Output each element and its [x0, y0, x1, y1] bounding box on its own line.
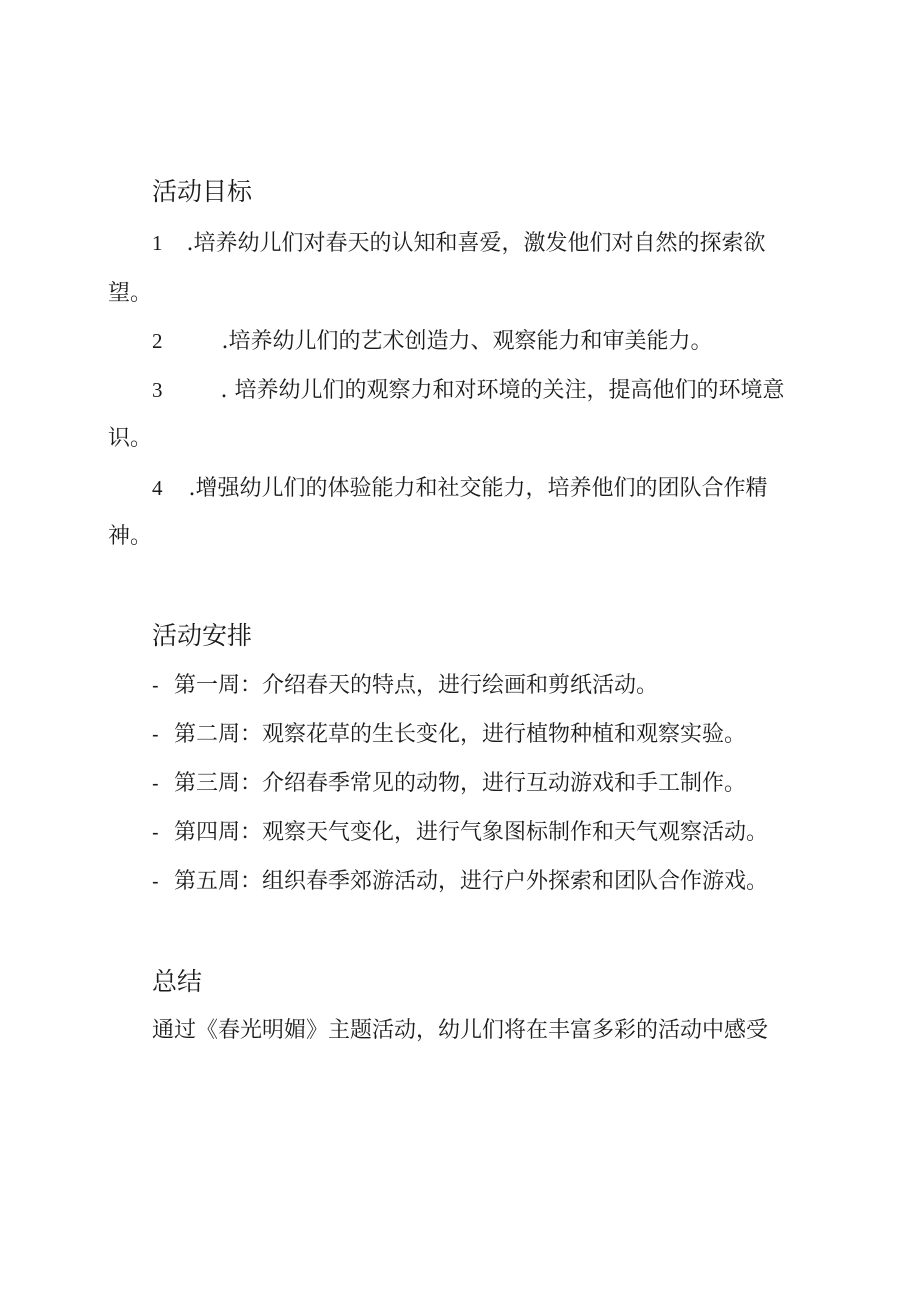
- section-heading-summary: 总结: [152, 967, 203, 996]
- bullet-dash: -: [152, 675, 159, 697]
- bullet-dash: -: [152, 773, 159, 795]
- goal-item-4: [152, 473, 768, 504]
- goal-number: 2: [152, 329, 163, 353]
- summary-paragraph: 通过《春光明媚》主题活动，幼儿们将在丰富多彩的活动中感受: [152, 1018, 769, 1043]
- goal-text: .增强幼儿们的体验能力和社交能力，培养他们的团队合作精: [188, 476, 768, 501]
- goal-number: 4: [152, 476, 163, 500]
- goal-number: 3: [152, 378, 163, 402]
- schedule-item-2: [152, 720, 746, 750]
- schedule-item-5: [152, 867, 768, 897]
- bullet-dash: -: [152, 724, 159, 746]
- goal-item-1: [152, 228, 766, 259]
- bullet-dash: -: [152, 871, 159, 893]
- goal-item-3-continuation: 识。: [108, 426, 153, 451]
- section-heading-schedule: 活动安排: [152, 621, 253, 650]
- bullet-dash: -: [152, 822, 159, 844]
- goal-item-4-continuation: 神。: [108, 524, 153, 549]
- schedule-text: 第五周：组织春季郊游活动，进行户外探索和团队合作游戏。: [174, 869, 769, 894]
- goal-item-2: [152, 326, 713, 357]
- schedule-item-4: [152, 818, 768, 848]
- goal-number: 1: [152, 231, 163, 255]
- goal-item-3: [152, 375, 785, 406]
- goal-item-1-continuation: 望。: [108, 281, 153, 306]
- schedule-text: 第四周：观察天气变化，进行气象图标制作和天气观察活动。: [174, 820, 769, 845]
- goal-text: .培养幼儿们的艺术创造力、观察能力和审美能力。: [221, 329, 713, 354]
- schedule-item-3: [152, 769, 746, 799]
- schedule-text: 第三周：介绍春季常见的动物，进行互动游戏和手工制作。: [174, 771, 747, 796]
- schedule-item-1: [152, 671, 658, 701]
- schedule-text: 第二周：观察花草的生长变化，进行植物种植和观察实验。: [174, 722, 747, 747]
- goal-text: .培养幼儿们对春天的认知和喜爱，激发他们对自然的探索欲: [186, 231, 766, 256]
- goal-text: . 培养幼儿们的观察力和对环境的关注，提高他们的环境意: [220, 378, 785, 403]
- section-heading-goals: 活动目标: [152, 177, 253, 206]
- schedule-text: 第一周：介绍春天的特点，进行绘画和剪纸活动。: [174, 673, 659, 698]
